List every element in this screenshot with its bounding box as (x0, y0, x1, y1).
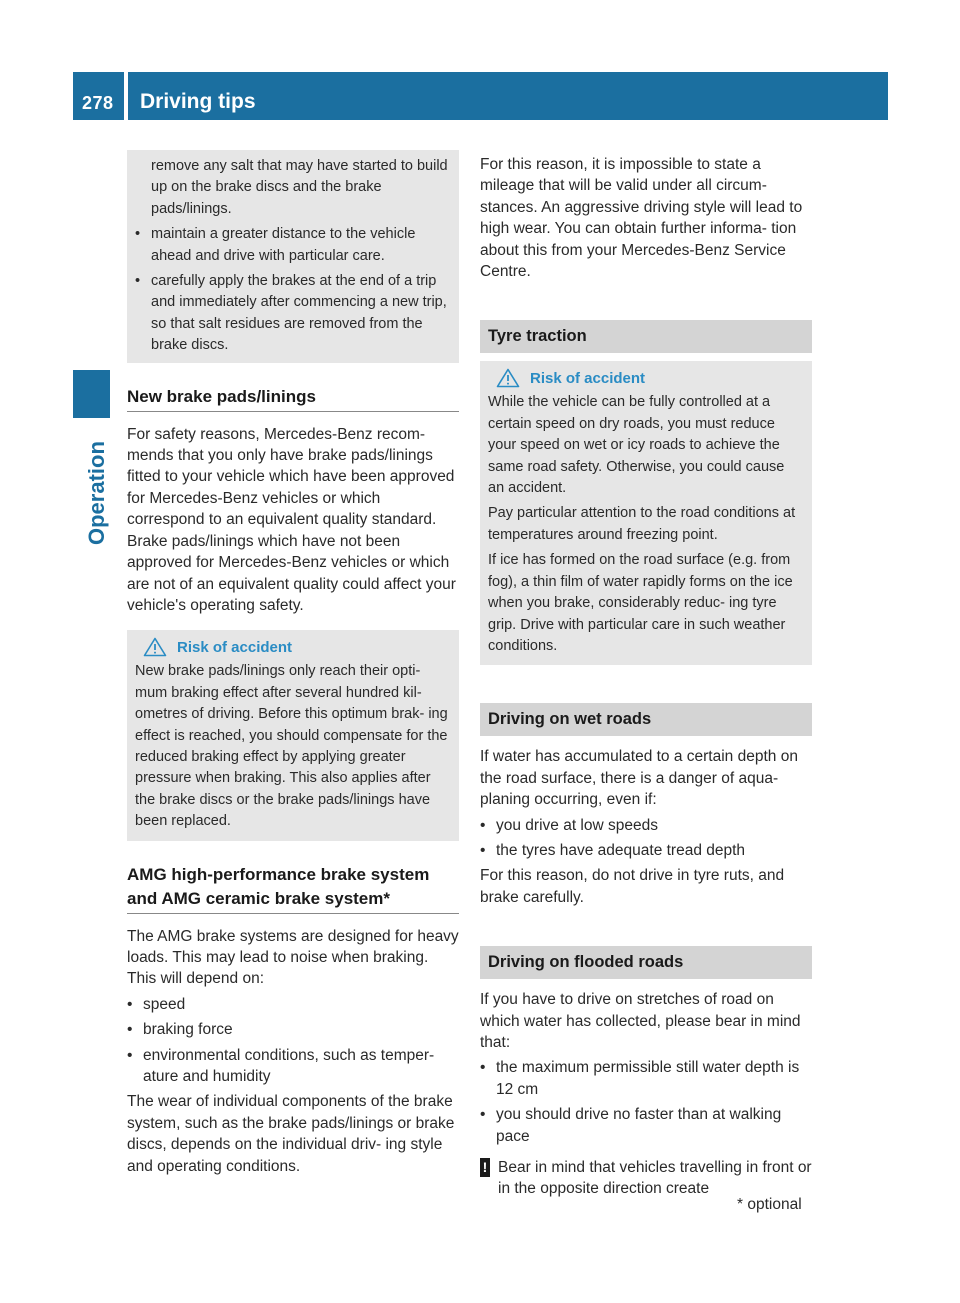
amg-closing: The wear of individual components of the brake system, such as the brake pads/linings or brake discs, depends on the individual driv- ing style and operating conditions. (127, 1093, 455, 1175)
warning-text: New brake pads/linings only reach their opti- mum braking effect after several hundred kil- ometres of driving. Before this optimum brak- ing effect is reached, you should compensate for the reduced braking effect by applying greater pressure when braking. This also applies after the brake discs or the brake pads/linings have been replaced. (135, 663, 448, 830)
warning-text: Pay particular attention to the road conditions at temperatures around freezing point. (488, 505, 796, 543)
list-item: • braking force (127, 1019, 459, 1040)
list-item: • maintain a greater distance to the vehicle ahead and drive with particular care. (135, 224, 451, 267)
right-intro: For this reason, it is impossible to state a mileage that will be valid under all circum- stances. An aggressive driving style will lead to high wear. You can obtain further informa- tion about this from your Mercedes-Benz Service Centre. (480, 156, 803, 281)
section-heading-tyre-traction: Tyre traction (480, 320, 812, 353)
list-item: • you drive at low speeds (480, 815, 812, 836)
warning-header (488, 368, 804, 388)
amg-heading-block (127, 863, 459, 914)
salt-continued-text: remove any salt that may have started to build up on the brake discs and the brake pads/linings. (151, 158, 448, 217)
list-item: • you should drive no faster than at walking pace (480, 1104, 812, 1147)
exclamation-icon: ! (480, 1158, 490, 1177)
note-text: Bear in mind that vehicles travelling in front or in the opposite direction create (498, 1159, 812, 1198)
warning-label: Risk of accident (177, 638, 293, 656)
list-item: • carefully apply the brakes at the end of a trip and immediately after commencing a new trip, so that salt residues are removed from the brake discs. (135, 271, 451, 357)
section-heading-flooded-roads: Driving on flooded roads (480, 946, 812, 979)
warning-text: While the vehicle can be fully controlled at a certain speed on dry roads, you must reduce your speed on wet or icy roads to achieve the same road safety. Otherwise, you could cause an accident. (488, 394, 785, 497)
warning-header (135, 637, 451, 657)
page-number: 278 (82, 93, 114, 113)
warning-box-new-pads (127, 630, 459, 840)
header-divider (124, 72, 128, 120)
warning-triangle-icon (496, 368, 520, 388)
section-heading-amg-line2: and AMG ceramic brake system* (127, 888, 390, 908)
amg-intro: The AMG brake systems are designed for heavy loads. This may lead to noise when braking. This will depend on: (127, 927, 459, 988)
warning-label: Risk of accident (530, 369, 646, 387)
left-column (127, 150, 459, 1177)
salt-info-box (127, 150, 459, 363)
list-item: • speed (127, 994, 459, 1015)
section-heading-wet-roads: Driving on wet roads (480, 703, 812, 736)
wet-roads-intro: If water has accumulated to a certain depth on the road surface, there is a danger of aqua- planing occurring, even if: (480, 748, 798, 809)
footnote-optional: * optional (737, 1196, 802, 1213)
new-pads-paragraph: For safety reasons, Mercedes-Benz recom- mends that you only have brake pads/linings fitted to your vehicle which have been approved for Mercedes-Benz vehicles or which correspond to an equivalent quality standard. Brake pads/linings which have not been approved for Mercedes-Benz vehicles or which are not of an equivalent quality could affect your vehicle's operating safety. (127, 425, 456, 614)
new-pads-heading-block (127, 385, 459, 412)
list-item: • the maximum permissible still water depth is 12 cm (480, 1057, 812, 1100)
wet-roads-closing: For this reason, do not drive in tyre ruts, and brake carefully. (480, 867, 785, 906)
note-block (480, 1157, 812, 1200)
side-tab-marker (73, 370, 110, 418)
section-heading-amg-line1: AMG high-performance brake system (127, 864, 430, 884)
side-tab-label: Operation (84, 441, 109, 545)
page-title: Driving tips (140, 90, 256, 113)
warning-box-tyre-traction (480, 361, 812, 665)
warning-triangle-icon (143, 637, 167, 657)
right-column (480, 154, 812, 1200)
section-heading-new-pads: New brake pads/linings (127, 386, 316, 406)
list-item: • environmental conditions, such as temper- ature and humidity (127, 1045, 459, 1088)
list-item: • the tyres have adequate tread depth (480, 840, 812, 861)
flooded-roads-intro: If you have to drive on stretches of road on which water has collected, please bear in mind that: (480, 991, 801, 1051)
warning-text: If ice has formed on the road surface (e.g. from fog), a thin film of water rapidly forms on the ice when you brake, considerably reduc- ing tyre grip. Drive with particular care in such weather conditions. (488, 552, 793, 654)
